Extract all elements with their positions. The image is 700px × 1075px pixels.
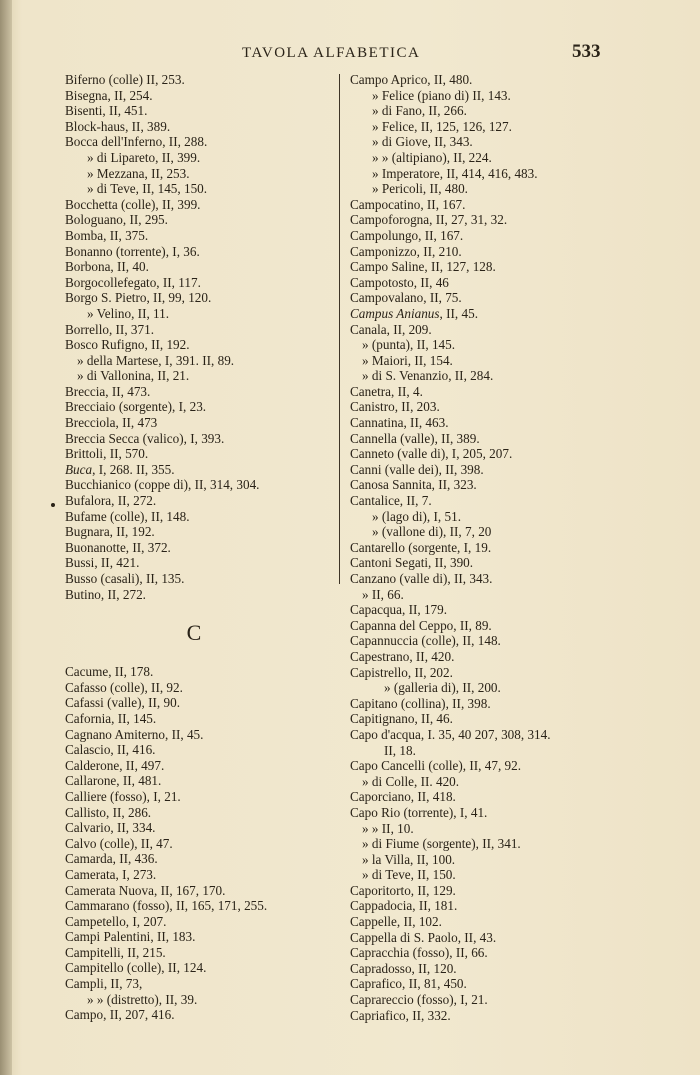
index-entry: Calvario, II, 334. bbox=[65, 820, 156, 836]
index-entry: Biferno (colle) II, 253. bbox=[65, 72, 185, 87]
index-entry: Brecciaio (sorgente), I, 23. bbox=[65, 399, 207, 415]
index-entry: Campotosto, II, 46 bbox=[350, 274, 449, 290]
index-entry: Bucchianico (coppe di), II, 314, 304. bbox=[65, 477, 260, 493]
index-entry: Capitignano, II, 46. bbox=[350, 711, 453, 727]
index-entry: » Felice, II, 125, 126, 127. bbox=[372, 118, 512, 134]
index-entry: Campli, II, 73, bbox=[65, 976, 143, 992]
index-entry: Campolungo, II, 167. bbox=[350, 227, 464, 243]
index-entry: Caporitorto, II, 129. bbox=[350, 882, 456, 898]
index-entry: » di Fiume (sorgente), II, 341. bbox=[362, 836, 521, 852]
index-entry: Calvo (colle), II, 47. bbox=[65, 835, 173, 851]
index-entry: Breccia Secca (valico), I, 393. bbox=[65, 430, 225, 446]
index-entry: Capo d'acqua, I. 35, 40 207, 308, 314. bbox=[350, 726, 551, 742]
index-entry: » di Colle, II. 420. bbox=[362, 773, 460, 789]
section-letter-c: C bbox=[186, 620, 202, 646]
index-entry: » di Vallonina, II, 21. bbox=[77, 368, 190, 384]
index-entry: Bonanno (torrente), I, 36. bbox=[65, 243, 200, 259]
index-entry: Canneto (valle di), I, 205, 207. bbox=[350, 446, 513, 462]
index-entry: Cafornia, II, 145. bbox=[65, 710, 157, 726]
index-entry: Brecciola, II, 473 bbox=[65, 415, 158, 431]
index-entry: Cappelle, II, 102. bbox=[350, 914, 442, 930]
index-entry: Busso (casali), II, 135. bbox=[65, 571, 185, 586]
index-entry: Campus Anianus, II, 45. bbox=[350, 305, 478, 321]
page-spine-shadow bbox=[0, 0, 12, 1075]
index-entry: Camarda, II, 436. bbox=[65, 851, 158, 867]
index-entry: » di Fano, II, 266. bbox=[372, 103, 467, 119]
index-entry: Capradosso, II, 120. bbox=[350, 960, 457, 976]
index-entry: Bocca dell'Inferno, II, 288. bbox=[65, 134, 208, 150]
index-entry: Campetello, I, 207. bbox=[65, 913, 167, 929]
index-entry: » di S. Venanzio, II, 284. bbox=[362, 368, 494, 384]
entries-b-list bbox=[65, 72, 333, 602]
index-entry: Bisegna, II, 254. bbox=[65, 87, 153, 103]
index-entry: Capo Rio (torrente), I, 41. bbox=[350, 804, 488, 820]
index-entry: Canosa Sannita, II, 323. bbox=[350, 477, 477, 493]
index-entry: Bufalora, II, 272. bbox=[65, 493, 157, 509]
index-entry: Canzano (valle di), II, 343. bbox=[350, 571, 493, 586]
index-entry: » » II, 10. bbox=[362, 820, 414, 836]
index-entry: Capracchia (fosso), II, 66. bbox=[350, 945, 488, 961]
index-entry: Cafasso (colle), II, 92. bbox=[65, 679, 183, 695]
index-entry: Cammarano (fosso), II, 165, 171, 255. bbox=[65, 898, 268, 914]
index-entry: Callisto, II, 286. bbox=[65, 804, 152, 820]
index-entry: » » (altipiano), II, 224. bbox=[372, 149, 492, 165]
index-entry: II, 18. bbox=[384, 742, 416, 758]
right-column bbox=[350, 72, 668, 1023]
index-entry: Campitelli, II, 215. bbox=[65, 944, 166, 960]
index-entry: Bufame (colle), II, 148. bbox=[65, 508, 190, 524]
index-entry: » » (distretto), II, 39. bbox=[87, 991, 198, 1007]
index-entry: Brittoli, II, 570. bbox=[65, 446, 149, 462]
index-entry: Campitello (colle), II, 124. bbox=[65, 960, 207, 976]
index-entry: Campo Saline, II, 127, 128. bbox=[350, 259, 496, 275]
index-entry: » Imperatore, II, 414, 416, 483. bbox=[372, 165, 538, 181]
index-entry: Bomba, II, 375. bbox=[65, 227, 149, 243]
index-entry: Campocatino, II, 167. bbox=[350, 196, 466, 212]
index-entry: Caporciano, II, 418. bbox=[350, 789, 456, 805]
index-entry: » di Teve, II, 145, 150. bbox=[87, 181, 208, 197]
index-entry: Camerata, I, 273. bbox=[65, 866, 157, 882]
entries-c-list bbox=[65, 664, 333, 1023]
index-entry: Cannella (valle), II, 389. bbox=[350, 430, 480, 446]
index-entry: Campo Aprico, II, 480. bbox=[350, 72, 473, 87]
index-entry: » Mezzana, II, 253. bbox=[87, 165, 190, 181]
index-entry: Cannatina, II, 463. bbox=[350, 415, 449, 431]
index-entry: Campi Palentini, II, 183. bbox=[65, 929, 196, 945]
index-entry: Buonanotte, II, 372. bbox=[65, 539, 171, 555]
index-entry: Borrello, II, 371. bbox=[65, 321, 154, 337]
index-entry: Campoforogna, II, 27, 31, 32. bbox=[350, 212, 508, 228]
running-title: TAVOLA ALFABETICA bbox=[242, 45, 421, 61]
index-entry: Canni (valle dei), II, 398. bbox=[350, 461, 484, 477]
index-entry: » di Lipareto, II, 399. bbox=[87, 149, 201, 165]
index-entry: Butino, II, 272. bbox=[65, 586, 146, 602]
index-entry: » Velino, II, 11. bbox=[87, 305, 170, 321]
entries-right-list bbox=[350, 72, 668, 1023]
index-entry: Bugnara, II, 192. bbox=[65, 524, 155, 540]
index-entry: Breccia, II, 473. bbox=[65, 383, 151, 399]
index-entry: » (galleria di), II, 200. bbox=[384, 680, 501, 696]
index-entry: » di Teve, II, 150. bbox=[362, 867, 456, 883]
index-entry: Calderone, II, 497. bbox=[65, 757, 165, 773]
index-entry: Cafassi (valle), II, 90. bbox=[65, 695, 180, 711]
index-entry: Camerata Nuova, II, 167, 170. bbox=[65, 882, 226, 898]
index-entry: Capistrello, II, 202. bbox=[350, 664, 453, 680]
column-divider bbox=[339, 74, 340, 584]
index-entry: Bocchetta (colle), II, 399. bbox=[65, 196, 201, 212]
index-entry: Cappella di S. Paolo, II, 43. bbox=[350, 929, 497, 945]
index-entry: Bologuano, II, 295. bbox=[65, 212, 168, 228]
index-entry: » Pericoli, II, 480. bbox=[372, 181, 468, 197]
index-entry: Bosco Rufigno, II, 192. bbox=[65, 337, 190, 353]
index-entry: Canetra, II, 4. bbox=[350, 383, 423, 399]
index-entry: Campovalano, II, 75. bbox=[350, 290, 462, 306]
index-entry: Bussi, II, 421. bbox=[65, 555, 140, 571]
index-entry: » Felice (piano di) II, 143. bbox=[372, 87, 511, 103]
margin-dot bbox=[51, 503, 55, 507]
index-entry: » II, 66. bbox=[362, 586, 404, 602]
index-entry: Calascio, II, 416. bbox=[65, 742, 156, 758]
index-entry: » (vallone di), II, 7, 20 bbox=[372, 524, 492, 540]
index-entry: Capacqua, II, 179. bbox=[350, 602, 448, 618]
index-entry: » la Villa, II, 100. bbox=[362, 851, 456, 867]
index-entry: Buca, I, 268. II, 355. bbox=[65, 461, 175, 477]
index-entry: Capestrano, II, 420. bbox=[350, 648, 455, 664]
index-entry: Capanna del Ceppo, II, 89. bbox=[350, 617, 492, 633]
index-entry: Borbona, II, 40. bbox=[65, 259, 149, 275]
index-entry: Cantarello (sorgente, I, 19. bbox=[350, 539, 492, 555]
index-entry: Cantalice, II, 7. bbox=[350, 493, 432, 509]
index-entry: Cacume, II, 178. bbox=[65, 664, 154, 680]
index-entry: » (lago di), I, 51. bbox=[372, 508, 461, 524]
index-entry: Cappadocia, II, 181. bbox=[350, 898, 458, 914]
index-entry: » di Giove, II, 343. bbox=[372, 134, 473, 150]
index-entry: » (punta), II, 145. bbox=[362, 337, 456, 353]
index-entry: Capriafico, II, 332. bbox=[350, 1007, 451, 1023]
index-entry: Calliere (fosso), I, 21. bbox=[65, 788, 181, 804]
index-entry: » Maiori, II, 154. bbox=[362, 352, 453, 368]
index-entry: Bisenti, II, 451. bbox=[65, 103, 148, 119]
index-entry: Block-haus, II, 389. bbox=[65, 118, 171, 134]
index-entry: Borgocollefegato, II, 117. bbox=[65, 274, 201, 290]
index-entry: Capo Cancelli (colle), II, 47, 92. bbox=[350, 758, 522, 774]
index-entry: Canala, II, 209. bbox=[350, 321, 432, 337]
page-number: 533 bbox=[572, 41, 601, 62]
index-entry: » della Martese, I, 391. II, 89. bbox=[77, 352, 235, 368]
index-entry: Caprareccio (fosso), I, 21. bbox=[350, 992, 488, 1008]
index-entry: Cantoni Segati, II, 390. bbox=[350, 555, 474, 571]
index-entry: Camponizzo, II, 210. bbox=[350, 243, 462, 259]
index-entry: Canistro, II, 203. bbox=[350, 399, 440, 415]
index-entry: Campo, II, 207, 416. bbox=[65, 1007, 175, 1023]
index-entry: Callarone, II, 481. bbox=[65, 773, 162, 789]
index-entry: Caprafico, II, 81, 450. bbox=[350, 976, 467, 992]
index-entry: Capannuccia (colle), II, 148. bbox=[350, 633, 501, 649]
index-entry: Borgo S. Pietro, II, 99, 120. bbox=[65, 290, 212, 306]
index-entry: Capitano (collina), II, 398. bbox=[350, 695, 491, 711]
index-entry: Cagnano Amiterno, II, 45. bbox=[65, 726, 204, 742]
left-column bbox=[65, 72, 333, 1023]
